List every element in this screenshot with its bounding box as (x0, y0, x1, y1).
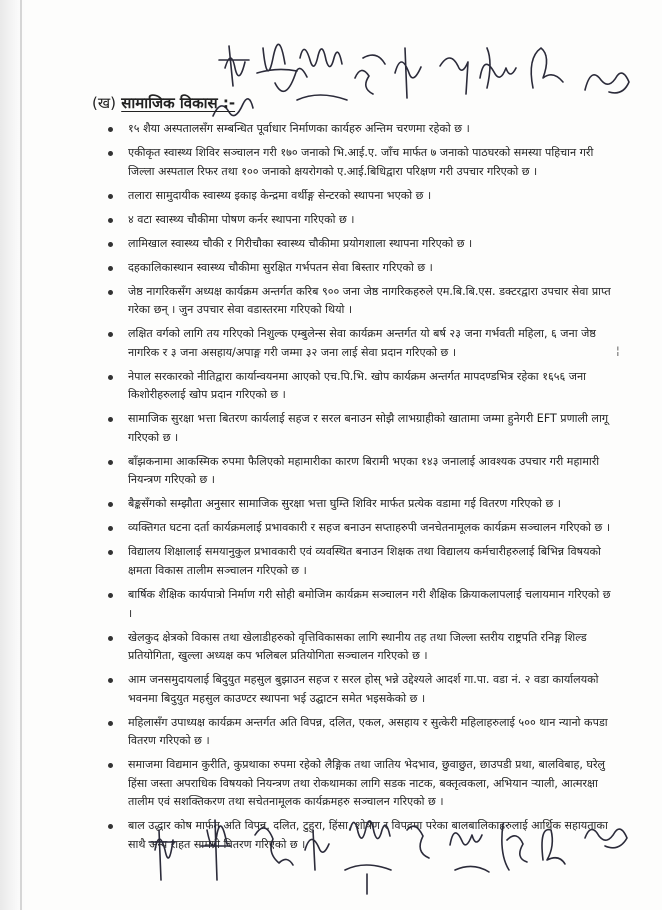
list-item: व्यक्तिगत घटना दर्ता कार्यक्रमलाई प्रभावकारी र सहज बनाउन सप्ताहरुपी जनचेतनामूलक कार्यक्रम सञ्चालन गरिएको छ । (108, 519, 613, 538)
list-item: लक्षित वर्गको लागि तय गरिएको निशुल्क एम्बुलेन्स सेवा कार्यक्रम अन्तर्गत यो बर्ष २३ जना गर्भवती महिला, ६ जना जेष्ठ नागरिक र ३ जना असहाय/अपाङ्ग गरी जम्मा ३२ जना लाई सेवा प्रदान गरिएको छ । (108, 325, 613, 362)
signature-group-top-image (205, 18, 645, 123)
signatures-top (205, 18, 645, 123)
bullet-icon (108, 417, 113, 422)
list-item: आम जनसमुदायलाई बिदुयुत महसुल बुझाउन सहज र सरल होस् भन्ने उद्देश्यले आदर्श गा.पा. वडा नं. २ वडा कार्यालयको भवनमा बिदुयुत महसुल काउण्टर स्थापना भई उद्घाटन समेत भइसकेको छ । (108, 671, 613, 708)
list-item: लामिखाल स्वास्थ्य चौकी र गिरीचौका स्वास्थ्य चौकीमा प्रयोगशाला स्थापना गरिएको छ । (108, 235, 613, 254)
binding-shadow (0, 0, 26, 910)
list-item: खेलकुद क्षेत्रको विकास तथा खेलाडीहरुको वृत्तिविकासका लागि स्थानीय तह तथा जिल्ला स्तरीय राष्ट्रपति रनिङ्ग शिल्ड प्रतियोगिता, खुल्ला अध्यक्ष कप भलिबल प्रतियोगिता सञ्चालन गरिएको छ । (108, 629, 613, 666)
binding-line (20, 0, 22, 910)
list-item: ४ वटा स्वास्थ्य चौकीमा पोषण कर्नर स्थापना गरिएको छ । (108, 211, 613, 230)
section-title: सामाजिक विकास :- (121, 94, 236, 112)
bullet-icon (108, 550, 113, 555)
list-item: बाँझकनामा आकस्मिक रुपमा फैलिएको महामारीका कारण बिरामी भएका १४३ जनालाई आवश्यक उपचार गरी महामारी नियन्त्रण गरिएको छ । (108, 453, 613, 490)
list-item: बाल उद्धार कोष मार्फत अति विपन्न, दलित, टुहुरा, हिंसा, शोषण र विपदमा परेका बालबालिकाहरुलाई आर्थिक सहायताका साथै अन्य राहत सामग्री बितरण गरिएको छ । (108, 817, 613, 854)
bullet-icon (108, 127, 113, 132)
list-item: महिलासँग उपाध्यक्ष कार्यक्रम अन्तर्गत अति विपन्न, दलित, एकल, असहाय र सुत्केरी महिलाहरुलाई ५०० थान न्यानो कपडा वितरण गरिएको छ । (108, 714, 613, 751)
stray-margin-mark: ¦ (616, 344, 620, 357)
bullet-icon (108, 678, 113, 683)
list-item: एकीकृत स्वास्थ्य शिविर सञ्चालन गरी १७० जनाको भि.आई.ए. जाँच मार्फत ७ जनाको पाठघरको समस्या पहिचान गरी जिल्ला अस्पताल रिफर तथा १०० जनाको क्षयरोगको ए.आई.बिधिद्वारा परिक्षण गरी उपचार गरिएको छ । (108, 144, 613, 181)
list-item: नेपाल सरकारको नीतिद्वारा कार्यान्वयनमा आएको एच.पि.भि. खोप कार्यक्रम अन्तर्गत मापदण्डभित्र रहेका १६५६ जना किशोरीहरुलाई खोप प्रदान गरिएको छ । (108, 368, 613, 405)
bullet-icon (108, 375, 113, 380)
bullet-icon (108, 502, 113, 507)
list-item: बार्षिक शैक्षिक कार्यपात्रो निर्माण गरी सोही बमोजिम कार्यक्रम सञ्चालन गरी शैक्षिक क्रियाकलापलाई चलायमान गरिएको छ । (108, 586, 613, 623)
list-item: तलारा सामुदायीक स्वास्थ्य इकाइ केन्द्रमा वर्थीङ्ग सेन्टरको स्थापना भएको छ । (108, 187, 613, 206)
bullet-icon (108, 242, 113, 247)
bullet-icon (108, 763, 113, 768)
list-item: जेष्ठ नागरिकसँग अध्यक्ष कार्यक्रम अन्तर्गत करिब ९०० जना जेष्ठ नागरिकहरुले एम.बि.बि.एस. डक्टरद्वारा उपचार सेवा प्राप्त गरेका छन् । जुन उपचार सेवा वडास्तरमा गरिएको थियो । (108, 283, 613, 320)
list-item: सामाजिक सुरक्षा भत्ता बितरण कार्यलाई सहज र सरल बनाउन सोझै लाभग्राहीको खातामा जम्मा हुनेगरी EFT प्रणाली लागू गरिएको छ । (108, 410, 613, 447)
bullet-icon (108, 194, 113, 199)
bullet-icon (108, 526, 113, 531)
achievement-list (108, 120, 613, 860)
bullet-icon (108, 636, 113, 641)
bullet-icon (108, 593, 113, 598)
bullet-icon (108, 460, 113, 465)
section-prefix: (ख) (92, 94, 116, 112)
bullet-icon (108, 151, 113, 156)
list-item: विद्यालय शिक्षालाई समयानुकुल प्रभावकारी एवं व्यवस्थित बनाउन शिक्षक तथा विद्यालय कर्मचारीहरुलाई बिभिन्न विषयको क्षमता विकास तालीम सञ्चालन गरिएको छ । (108, 543, 613, 580)
signature-group-bottom-image (145, 790, 645, 900)
bullet-icon (108, 332, 113, 337)
bullet-icon (108, 721, 113, 726)
bullet-icon (108, 266, 113, 271)
signatures-bottom (145, 790, 645, 900)
list-item: बैङ्कसँगको सम्झौता अनुसार सामाजिक सुरक्षा भत्ता घुम्ति शिविर मार्फत प्रत्येक वडामा गई वितरण गरिएको छ । (108, 495, 613, 514)
bullet-icon (108, 824, 113, 829)
list-item: १५ शैया अस्पतालसँग सम्बन्धित पूर्वाधार निर्माणका कार्यहरु अन्तिम चरणमा रहेको छ । (108, 120, 613, 139)
list-item: दहकालिकास्थान स्वास्थ्य चौकीमा सुरक्षित गर्भपतन सेवा बिस्तार गरिएको छ । (108, 259, 613, 278)
bullet-icon (108, 218, 113, 223)
list-item: समाजमा विद्यमान कुरीति, कुप्रथाका रुपमा रहेको लैङ्गिक तथा जातिय भेदभाव, छुवाछुत, छाउपडी प्रथा, बालविबाह, घरेलु हिंसा जस्ता अपराधिक विषयको नियन्त्रण तथा रोकथामका लागि सडक नाटक, बक्तृत्वकला, अभियान र्‍याली, आत्मरक्षा तालीम एवं सशक्तिकरण तथा सचेतनामूलक कार्यक्रमहरु सञ्चालन गरिएको छ । (108, 756, 613, 812)
bullet-icon (108, 290, 113, 295)
section-heading (92, 93, 235, 113)
